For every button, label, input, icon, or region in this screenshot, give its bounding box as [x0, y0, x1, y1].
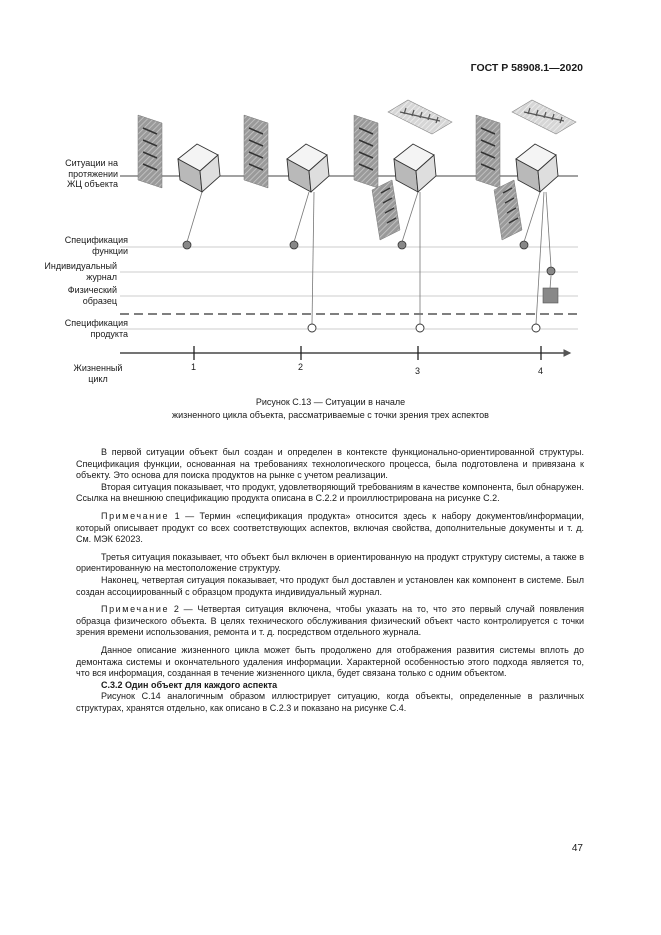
journal-marker	[547, 267, 555, 275]
label-physical-sample: Физический образец	[67, 285, 117, 306]
label-function-spec: Спецификация функции	[64, 235, 128, 256]
physical-sample-marker	[543, 288, 558, 303]
paragraph-1: В первой ситуации объект был создан и определен в контексте функционально-ориентированной структуры. Спецификация функции, основанная на требованиях технологического процесса, была подготовлена и привязана к объекту. Это основа для поиска продуктов на рынке с учетом реализации.	[76, 447, 584, 481]
situation-3	[354, 100, 452, 240]
tick-label-2: 2	[298, 362, 304, 372]
function-spec-markers	[183, 241, 528, 249]
label-individual-journal: Индивидуальный журнал	[44, 261, 117, 282]
page-number: 47	[571, 843, 583, 854]
note-2-text: 2 — Четвертая ситуация включена, чтобы указать на то, что это первый случай появления образца физического объекта. В целях технического обслуживания физический объект часто контролируется с точки зрения времени использования, ремонта и т. д. посредством отдельного журнала.	[76, 604, 584, 638]
paragraph-3: Третья ситуация показывает, что объект был включен в ориентированную на продукт структуру системы, а также в ориентированную на местоположение структуру.	[76, 551, 584, 574]
paragraph-2: Вторая ситуация показывает, что продукт, удовлетворяющий требованиям в качестве компонента, был обнаружен. Ссылка на внешнюю спецификацию продукта описана в С.2.2 и проиллюстрирована на рисунке С.2.	[76, 481, 584, 504]
note-2-label: Примечание	[101, 604, 170, 615]
product-spec-markers	[308, 324, 540, 332]
body-text	[76, 447, 584, 714]
label-product-spec: Спецификация продукта	[64, 318, 128, 339]
label-lifecycle: Жизненный цикл	[73, 363, 123, 384]
note-2	[76, 604, 584, 639]
situation-2	[244, 115, 329, 192]
situation-1	[138, 115, 220, 192]
tick-label-3: 3	[415, 366, 421, 376]
tick-label-1: 1	[191, 362, 197, 372]
situation-4	[476, 100, 576, 240]
note-1	[76, 511, 584, 546]
paragraph-6: Рисунок С.14 аналогичным образом иллюстрирует ситуацию, когда объекты, определенные в различных структурах, хранятся отдельно, как описано в С.2.3 и показано на рисунке С.4.	[76, 691, 584, 713]
tick-label-4: 4	[538, 366, 544, 376]
section-heading: С.3.2 Один объект для каждого аспекта	[101, 679, 278, 690]
standard-header: ГОСТ Р 58908.1—2020	[470, 62, 583, 74]
figure-caption: Рисунок С.13 — Ситуации в начале жизненного цикла объекта, рассматриваемые с точки зрения трех аспектов	[172, 397, 489, 420]
label-situations: Ситуации на протяжении ЖЦ объекта	[65, 158, 118, 189]
note-1-label: Примечание	[101, 510, 170, 521]
paragraph-5: Данное описание жизненного цикла может быть продолжено для отображения развития системы вплоть до демонтажа системы и окончательного удаления информации. Характерной особенностью этого подхода является то, что вся информация, созданная в течение жизненного цикла, будет связана только с одним объектом.	[76, 644, 584, 679]
paragraph-4: Наконец, четвертая ситуация показывает, что продукт был доставлен и установлен как компонент в системе. Был создан ассоциированный с образцом продукта индивидуальный журнал.	[76, 574, 584, 597]
note-1-text: 1 — Термин «спецификация продукта» относится здесь к набору документов/информации, который описывает продукт со всех соответствующих аспектов, включая свойства, дополнительные документы и т. д. См. МЭК 62023.	[76, 510, 584, 545]
